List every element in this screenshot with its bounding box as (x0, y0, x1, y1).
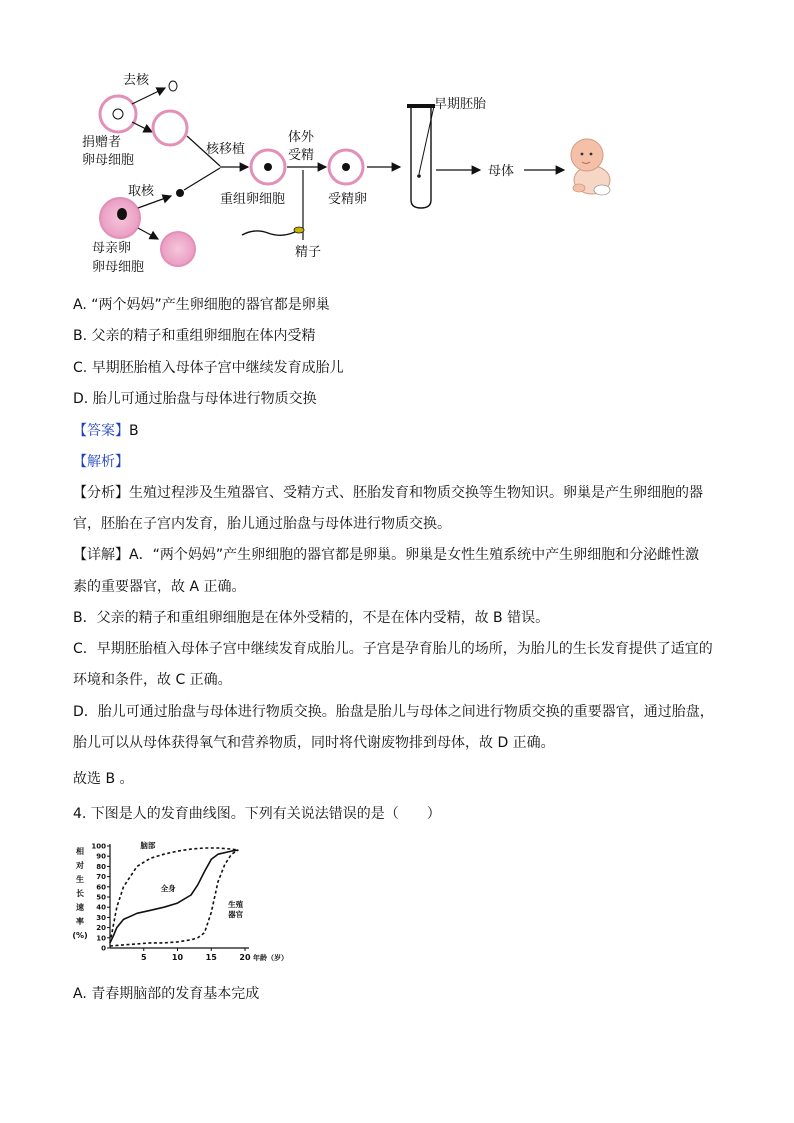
detail-line-6 (73, 702, 714, 722)
detail-line-2 (73, 577, 245, 597)
question4-stem (73, 804, 441, 824)
series-line-全身 (110, 850, 238, 943)
growth-curve-chart (68, 838, 308, 973)
answer-line (73, 421, 139, 441)
series-label: 全身 (160, 883, 176, 893)
enucleated-egg-cell (153, 111, 187, 145)
series-label: 生殖 (228, 900, 244, 910)
option-text: “两个妈妈”产生卵细胞的器官都是卵巢 (91, 297, 330, 313)
option-letter: B. (73, 328, 88, 344)
option-text: 父亲的精子和重组卵细胞在体内受精 (91, 328, 316, 344)
x-tick-label: 15 (205, 953, 217, 962)
y-axis-label-char: 生 (76, 875, 84, 884)
nuclear-transfer-diagram (70, 62, 630, 282)
option-a-q3 (73, 295, 330, 315)
y-tick-label: 0 (101, 944, 106, 953)
fertilized-egg-nucleus (342, 163, 350, 171)
label-take-nucleus: 取核 (128, 184, 155, 199)
reconstructed-egg-nucleus (264, 163, 272, 171)
arrow-remove-nucleus (132, 88, 165, 104)
y-axis-label-char: 率 (76, 917, 84, 926)
test-tube-rim (407, 104, 435, 108)
detail-text: C．早期胚胎植入母体子宫中继续发育成胎儿。子宫是孕育胎儿的场所，为胎儿的生长发育提供了适宜的 (73, 641, 713, 657)
question-text: 4. 下图是人的发育曲线图。下列有关说法错误的是（ ） (73, 806, 441, 822)
option-text: 青春期脑部的发育基本完成 (91, 986, 260, 1002)
detail-line-7 (73, 733, 555, 753)
arrow-mother-remainder (138, 228, 158, 239)
label-mother-2: 卵母细胞 (92, 260, 145, 275)
detail-line-3 (73, 608, 549, 628)
label-sperm: 精子 (295, 245, 322, 260)
detail-line-1 (73, 545, 699, 565)
detail-line-4 (73, 639, 713, 659)
label-ivf-2: 受精 (288, 148, 315, 163)
mother-egg-remainder (161, 232, 195, 266)
detail-text: 环境和条件，故 C 正确。 (73, 672, 232, 688)
y-tick-label: 40 (96, 903, 106, 912)
x-tick-label: 20 (239, 953, 251, 962)
option-a-q4 (73, 984, 259, 1004)
label-donor-2: 卵母细胞 (82, 153, 135, 168)
option-text: 胎儿可通过胎盘与母体进行物质交换 (92, 391, 317, 407)
label-fertilized: 受精卵 (328, 192, 368, 207)
test-tube (411, 108, 431, 208)
y-tick-label: 80 (96, 862, 106, 871)
detail-text: B．父亲的精子和重组卵细胞是在体外受精的，不是在体内受精，故 B 错误。 (73, 610, 550, 626)
sperm-tail (242, 231, 295, 235)
y-tick-label: 30 (96, 913, 106, 922)
extracted-nucleus (176, 189, 184, 197)
detail-text: A．“两个妈妈”产生卵细胞的器官都是卵巢。卵巢是女性生殖系统中产生卵细胞和分泌雌性激 (129, 547, 700, 563)
series-line-脑部 (110, 848, 238, 943)
option-letter: C. (73, 360, 88, 376)
option-letter: A. (73, 986, 87, 1002)
detail-line-5 (73, 670, 232, 690)
y-axis-label-char: 对 (76, 861, 84, 870)
label-mother-1: 母亲卵 (92, 241, 132, 256)
label-remove-nucleus: 去核 (123, 73, 150, 88)
detail-tag: 【详解】 (73, 547, 129, 563)
y-tick-label: 10 (96, 934, 106, 943)
series-label: 器官 (228, 910, 244, 920)
option-letter: A. (73, 297, 87, 313)
y-tick-label: 90 (96, 852, 106, 861)
baby-illustration (571, 139, 610, 195)
fenxi-tag: 【分析】 (73, 485, 129, 501)
label-mother-body: 母体 (488, 164, 515, 179)
x-tick-label: 5 (140, 953, 147, 962)
detail-text: 素的重要器官，故 A 正确。 (73, 579, 246, 595)
analysis-tag: 【解析】 (73, 454, 129, 470)
option-c-q3 (73, 358, 344, 378)
label-reconstructed: 重组卵细胞 (220, 192, 286, 207)
series-line-生殖器官 (110, 850, 238, 946)
x-tick-label: 10 (171, 953, 184, 962)
answer-value: B (129, 423, 139, 439)
answer-tag: 【答案】 (73, 423, 129, 439)
label-early-embryo: 早期胚胎 (434, 97, 487, 112)
fenxi-text: 官，胚胎在子宫内发育，胎儿通过胎盘与母体进行物质交换。 (73, 516, 451, 532)
option-b-q3 (73, 326, 316, 346)
detail-text: 胎儿可以从母体获得氧气和营养物质，同时将代谢废物排到母体，故 D 正确。 (73, 735, 555, 751)
label-ivf-1: 体外 (288, 130, 315, 145)
label-donor-1: 捐赠者 (82, 135, 122, 150)
fenxi-line-2 (73, 514, 451, 534)
y-tick-label: 50 (96, 893, 106, 902)
sperm-head (294, 227, 304, 233)
y-tick-label: 100 (91, 842, 106, 851)
arrow-enucleated (132, 122, 152, 132)
fenxi-text: 生殖过程涉及生殖器官、受精方式、胚胎发育和物质交换等生物知识。卵巢是产生卵细胞的器 (129, 485, 703, 501)
y-axis-label-char: 速 (76, 903, 84, 912)
conclusion-text: 故选 B 。 (73, 771, 134, 787)
conclusion-line (73, 769, 134, 789)
option-d-q3 (73, 389, 317, 409)
fenxi-line-1 (73, 483, 703, 503)
detail-text: D．胎儿可通过胎盘与母体进行物质交换。胎盘是胎儿与母体之间进行物质交换的重要器官，通过胎盘， (73, 704, 714, 720)
line-from-nucleus (184, 168, 220, 190)
mother-egg-nucleus (117, 208, 127, 220)
early-embryo-dot (417, 174, 421, 178)
y-tick-label: 20 (96, 924, 106, 933)
option-text: 早期胚胎植入母体子宫中继续发育成胎儿 (91, 360, 344, 376)
y-tick-label: 70 (96, 873, 106, 882)
y-tick-label: 60 (96, 883, 106, 892)
y-axis-label-char: 相 (76, 847, 84, 856)
removed-nucleus (169, 81, 177, 91)
donor-egg-nucleus (113, 109, 123, 119)
option-letter: D. (73, 391, 89, 407)
y-axis-label-char: 长 (76, 889, 84, 898)
series-label: 脑部 (140, 841, 156, 851)
analysis-heading (73, 452, 129, 472)
label-transfer: 核移植 (206, 142, 246, 157)
x-axis-label: 年龄（岁） (253, 954, 288, 962)
y-axis-label-char: (%) (72, 931, 88, 940)
